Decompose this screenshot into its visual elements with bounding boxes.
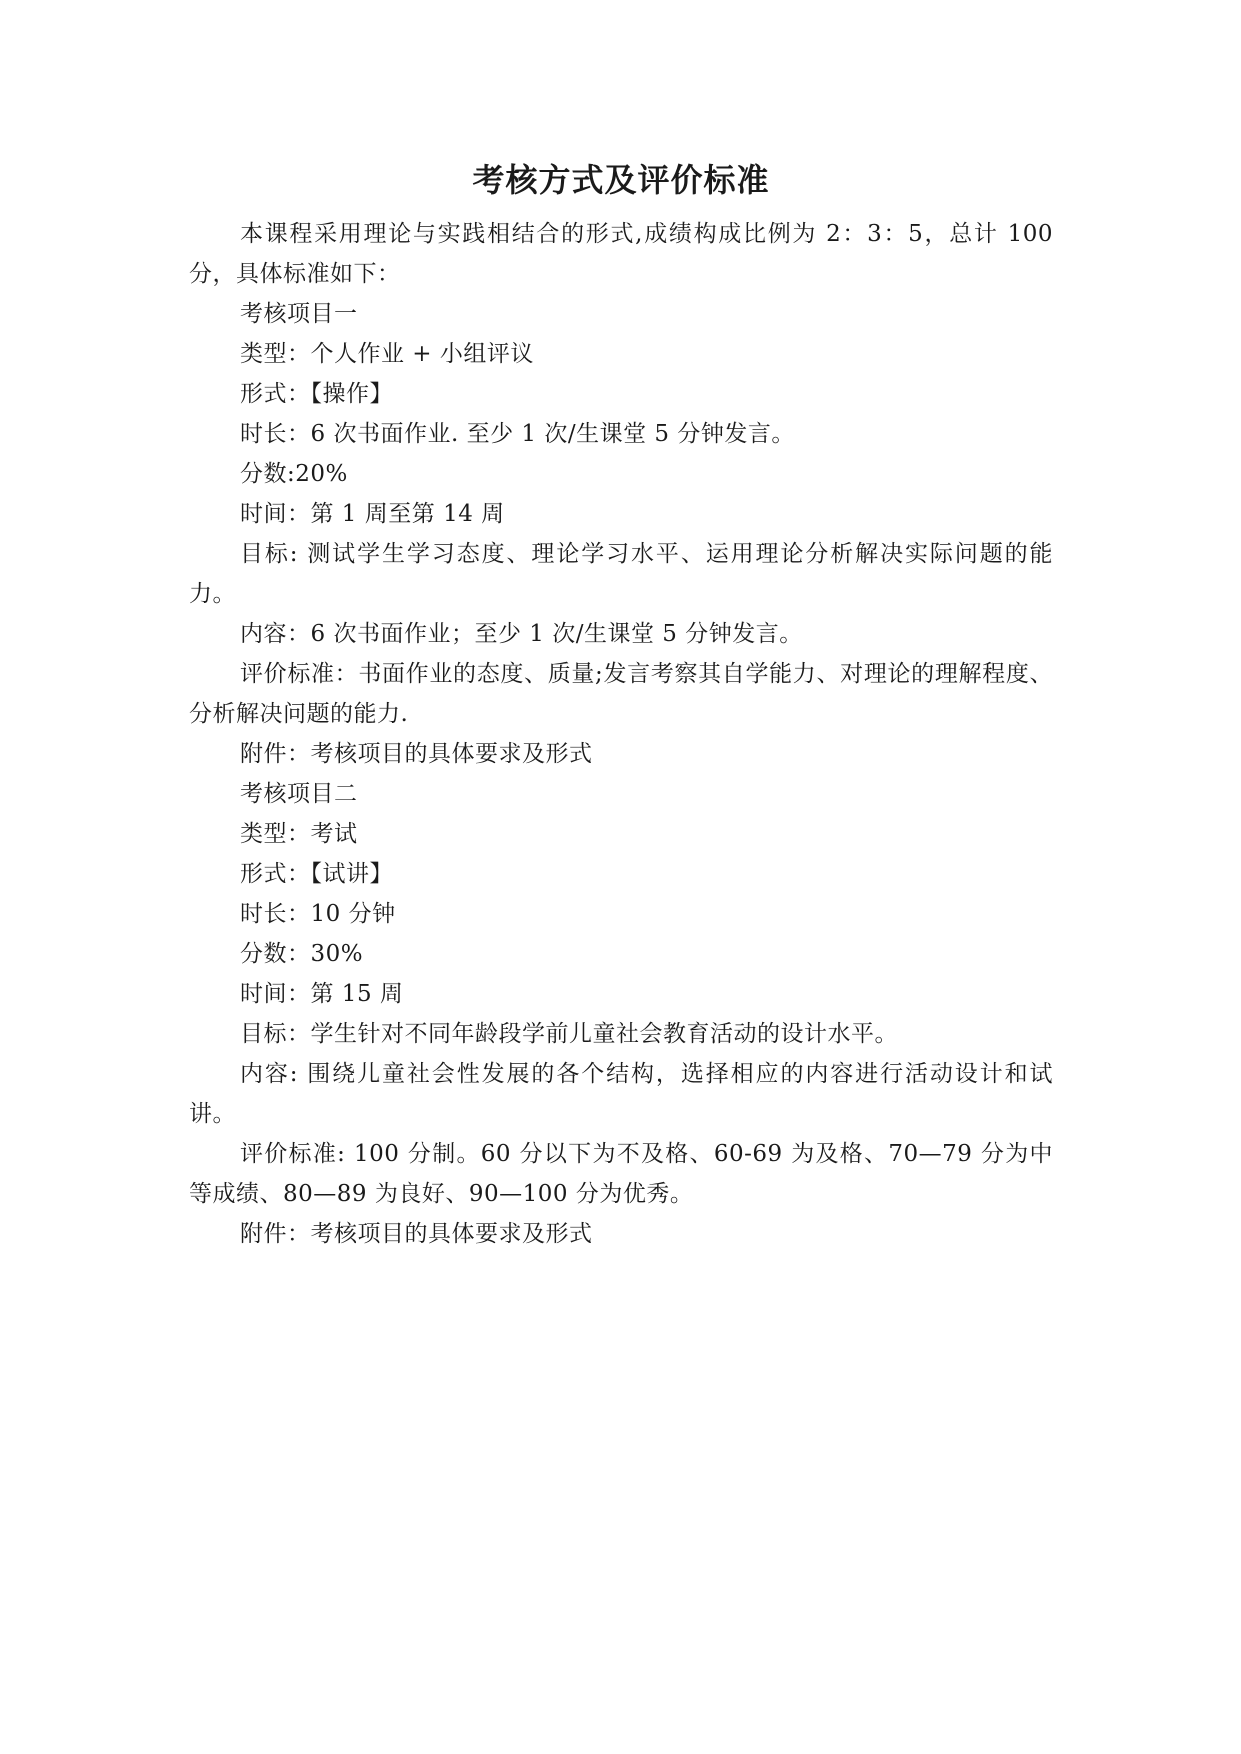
section-heading-item-2: 考核项目二: [240, 781, 358, 807]
section-heading-item-1: 考核项目一: [240, 301, 358, 327]
document-title: 考核方式及评价标准: [472, 161, 770, 199]
item-1-goal: 目标: 测试学生学习态度、理论学习水平、运用理论分析解决实际问题的能力。: [189, 541, 1053, 607]
item-1-score: 分数:20%: [240, 461, 348, 487]
item-2-time: 时间：第 15 周: [240, 981, 404, 1007]
item-1-type: 类型：个人作业 + 小组评议: [240, 341, 534, 367]
item-1-criteria: 评价标准：书面作业的态度、质量;发言考察其自学能力、对理论的理解程度、分析解决问题的能力.: [189, 661, 1053, 727]
item-2-goal: 目标：学生针对不同年龄段学前儿童社会教育活动的设计水平。: [240, 1021, 898, 1047]
item-2-type: 类型：考试: [240, 821, 358, 847]
item-1-duration: 时长：6 次书面作业. 至少 1 次/生课堂 5 分钟发言。: [240, 421, 795, 447]
item-2-content: 内容: 围绕儿童社会性发展的各个结构，选择相应的内容进行活动设计和试讲。: [189, 1061, 1053, 1127]
item-2-duration: 时长：10 分钟: [240, 901, 396, 927]
item-2-criteria: 评价标准: 100 分制。60 分以下为不及格、60-69 为及格、70—79 分为中等成绩、80—89 为良好、90—100 分为优秀。: [189, 1141, 1053, 1207]
item-1-attachment: 附件：考核项目的具体要求及形式: [240, 741, 593, 767]
item-1-content: 内容：6 次书面作业；至少 1 次/生课堂 5 分钟发言。: [240, 621, 803, 647]
item-1-form: 形式：【操作】: [240, 381, 393, 407]
item-1-time: 时间：第 1 周至第 14 周: [240, 501, 505, 527]
item-2-score: 分数：30%: [240, 941, 364, 967]
document-page: [189, 160, 1053, 1254]
item-2-attachment: 附件：考核项目的具体要求及形式: [240, 1221, 593, 1247]
intro-paragraph: 本课程采用理论与实践相结合的形式,成绩构成比例为 2：3：5，总计 100 分，具体标准如下：: [189, 221, 1053, 287]
item-2-form: 形式：【试讲】: [240, 861, 393, 887]
